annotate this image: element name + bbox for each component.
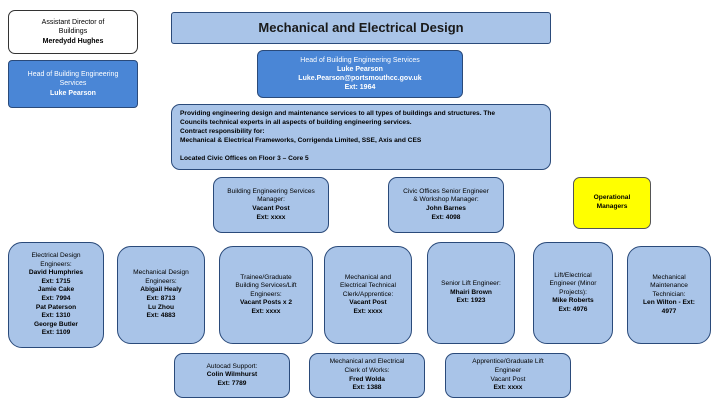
apprentice-lift-role-3: Vacant Post bbox=[490, 375, 526, 383]
head-left-role-2: Services bbox=[59, 80, 87, 88]
mechanical-design-line: Abigail Healy bbox=[140, 286, 182, 294]
mechanical-design-role-1: Mechanical Design bbox=[133, 269, 189, 277]
trainee-name: Vacant Posts x 2 bbox=[239, 299, 293, 307]
head-left-name: Luke Pearson bbox=[50, 89, 96, 97]
assistant-director-role-2: Buildings bbox=[58, 28, 88, 36]
mechanical-design-line: Lu Zhou bbox=[148, 303, 174, 311]
clerk-of-works-role-2: Clerk of Works: bbox=[344, 366, 390, 374]
electrical-design-line: Ext: 1310 bbox=[41, 312, 71, 320]
clerk-apprentice-name: Vacant Post bbox=[349, 299, 387, 307]
assistant-director-role-1: Assistant Director of bbox=[41, 19, 105, 27]
services-manager-role-2: Manager: bbox=[257, 196, 285, 204]
head-left-role-1: Head of Building Engineering bbox=[27, 71, 119, 79]
trainee-box bbox=[219, 246, 313, 344]
electrical-design-line: Ext: 7994 bbox=[41, 295, 71, 302]
maintenance-tech-name-1: Len Wilton - Ext: bbox=[643, 299, 695, 307]
clerk-apprentice-role-1: Mechanical and bbox=[344, 273, 392, 281]
autocad-name: Colin Wilmhurst bbox=[206, 371, 258, 379]
senior-lift-box bbox=[427, 242, 515, 344]
description-line-5: Located Civic Offices on Floor 3 – Core 5 bbox=[180, 155, 309, 163]
apprentice-lift-ext: Ext: xxxx bbox=[493, 384, 523, 392]
description-spacer bbox=[180, 145, 182, 154]
head-center-role: Head of Building Engineering Services bbox=[300, 56, 420, 64]
mechanical-design-line: Ext: 8713 bbox=[146, 295, 176, 302]
apprentice-lift-role-1: Apprentice/Graduate Lift bbox=[472, 358, 544, 366]
services-manager-ext: Ext: xxxx bbox=[256, 213, 286, 221]
page-title bbox=[171, 12, 551, 44]
clerk-apprentice-role-2: Electrical Technical bbox=[340, 282, 396, 290]
maintenance-tech-role-2: Maintenance bbox=[650, 282, 688, 290]
head-center-name: Luke Pearson bbox=[337, 65, 383, 73]
trainee-role-3: Engineers: bbox=[250, 290, 282, 298]
description-line-1: Providing engineering design and maintenance services to all types of buildings and structures. The bbox=[180, 110, 496, 117]
lift-electrical-box bbox=[533, 242, 613, 344]
lift-electrical-role-2: Engineer (Minor bbox=[549, 280, 597, 288]
services-manager-box bbox=[213, 177, 329, 233]
mechanical-design-line: Ext: 4883 bbox=[146, 312, 176, 320]
electrical-design-box bbox=[8, 242, 104, 348]
mechanical-design-box bbox=[117, 246, 205, 344]
clerk-apprentice-box bbox=[324, 246, 412, 344]
lift-electrical-ext: Ext: 4976 bbox=[558, 305, 588, 313]
civic-engineer-name: John Barnes bbox=[426, 205, 466, 212]
description-line-2: Councils technical experts in all aspects of building engineering services. bbox=[180, 119, 412, 127]
maintenance-tech-role-1: Mechanical bbox=[652, 273, 686, 281]
maintenance-tech-role-3: Technician: bbox=[652, 290, 686, 298]
clerk-of-works-name: Fred Wolda bbox=[349, 375, 385, 383]
clerk-of-works-role-1: Mechanical and Electrical bbox=[329, 358, 405, 366]
electrical-design-line: Jamie Cake bbox=[37, 286, 75, 294]
autocad-role: Autocad Support: bbox=[206, 362, 258, 370]
electrical-design-role-2: Engineers: bbox=[40, 260, 72, 268]
head-center-box bbox=[257, 50, 463, 98]
clerk-of-works-ext: Ext: 1388 bbox=[352, 384, 382, 392]
operational-managers-box bbox=[573, 177, 651, 229]
civic-engineer-role-1: Civic Offices Senior Engineer bbox=[403, 187, 489, 195]
head-center-email: Luke.Pearson@portsmouthcc.gov.uk bbox=[298, 75, 422, 82]
clerk-apprentice-role-3: Clerk/Apprentice: bbox=[342, 290, 394, 298]
head-center-ext: Ext: 1964 bbox=[344, 84, 376, 92]
trainee-ext: Ext: xxxx bbox=[251, 307, 281, 315]
operational-line-1: Operational bbox=[593, 194, 631, 202]
civic-engineer-role-2: & Workshop Manager: bbox=[413, 196, 479, 204]
autocad-box bbox=[174, 353, 290, 398]
description-box bbox=[171, 104, 551, 170]
apprentice-lift-box bbox=[445, 353, 571, 398]
electrical-design-role-1: Electrical Design bbox=[31, 252, 81, 260]
senior-lift-role: Senior Lift Engineer: bbox=[441, 280, 501, 288]
senior-lift-name: Mhairi Brown bbox=[450, 288, 492, 296]
lift-electrical-role-3: Projects): bbox=[559, 288, 587, 296]
mechanical-design-role-2: Engineers: bbox=[145, 277, 177, 285]
electrical-design-line: Pat Paterson bbox=[35, 303, 77, 311]
apprentice-lift-role-2: Engineer bbox=[494, 366, 522, 374]
services-manager-role-1: Building Engineering Services bbox=[227, 187, 315, 195]
assistant-director-box bbox=[8, 10, 138, 54]
lift-electrical-name: Mike Roberts bbox=[552, 297, 594, 305]
description-line-4: Mechanical & Electrical Frameworks, Corrigenda Limited, SSE, Axis and CES bbox=[180, 137, 422, 145]
electrical-design-line: Ext: 1109 bbox=[41, 329, 71, 337]
autocad-ext: Ext: 7789 bbox=[217, 379, 247, 387]
maintenance-tech-name-2: 4977 bbox=[661, 307, 677, 315]
trainee-role-2: Building Services/Lift bbox=[235, 282, 297, 290]
page-title-text: Mechanical and Electrical Design bbox=[258, 19, 464, 35]
trainee-role-1: Trainee/Graduate bbox=[240, 273, 292, 281]
electrical-design-line: George Butler bbox=[34, 320, 78, 328]
civic-engineer-box bbox=[388, 177, 504, 233]
maintenance-tech-box bbox=[627, 246, 711, 344]
lift-electrical-role-1: Lift/Electrical bbox=[554, 271, 592, 279]
operational-line-2: Managers bbox=[596, 203, 628, 210]
services-manager-name: Vacant Post bbox=[252, 205, 290, 212]
civic-engineer-ext: Ext: 4098 bbox=[431, 213, 461, 221]
assistant-director-name: Meredydd Hughes bbox=[42, 37, 104, 45]
clerk-apprentice-ext: Ext: xxxx bbox=[353, 307, 383, 315]
electrical-design-line: Ext: 1715 bbox=[41, 277, 71, 285]
clerk-of-works-box bbox=[309, 353, 425, 398]
electrical-design-line: David Humphries bbox=[28, 269, 84, 277]
description-line-3: Contract responsibility for: bbox=[180, 128, 265, 136]
head-left-box bbox=[8, 60, 138, 108]
senior-lift-ext: Ext: 1923 bbox=[456, 297, 486, 305]
